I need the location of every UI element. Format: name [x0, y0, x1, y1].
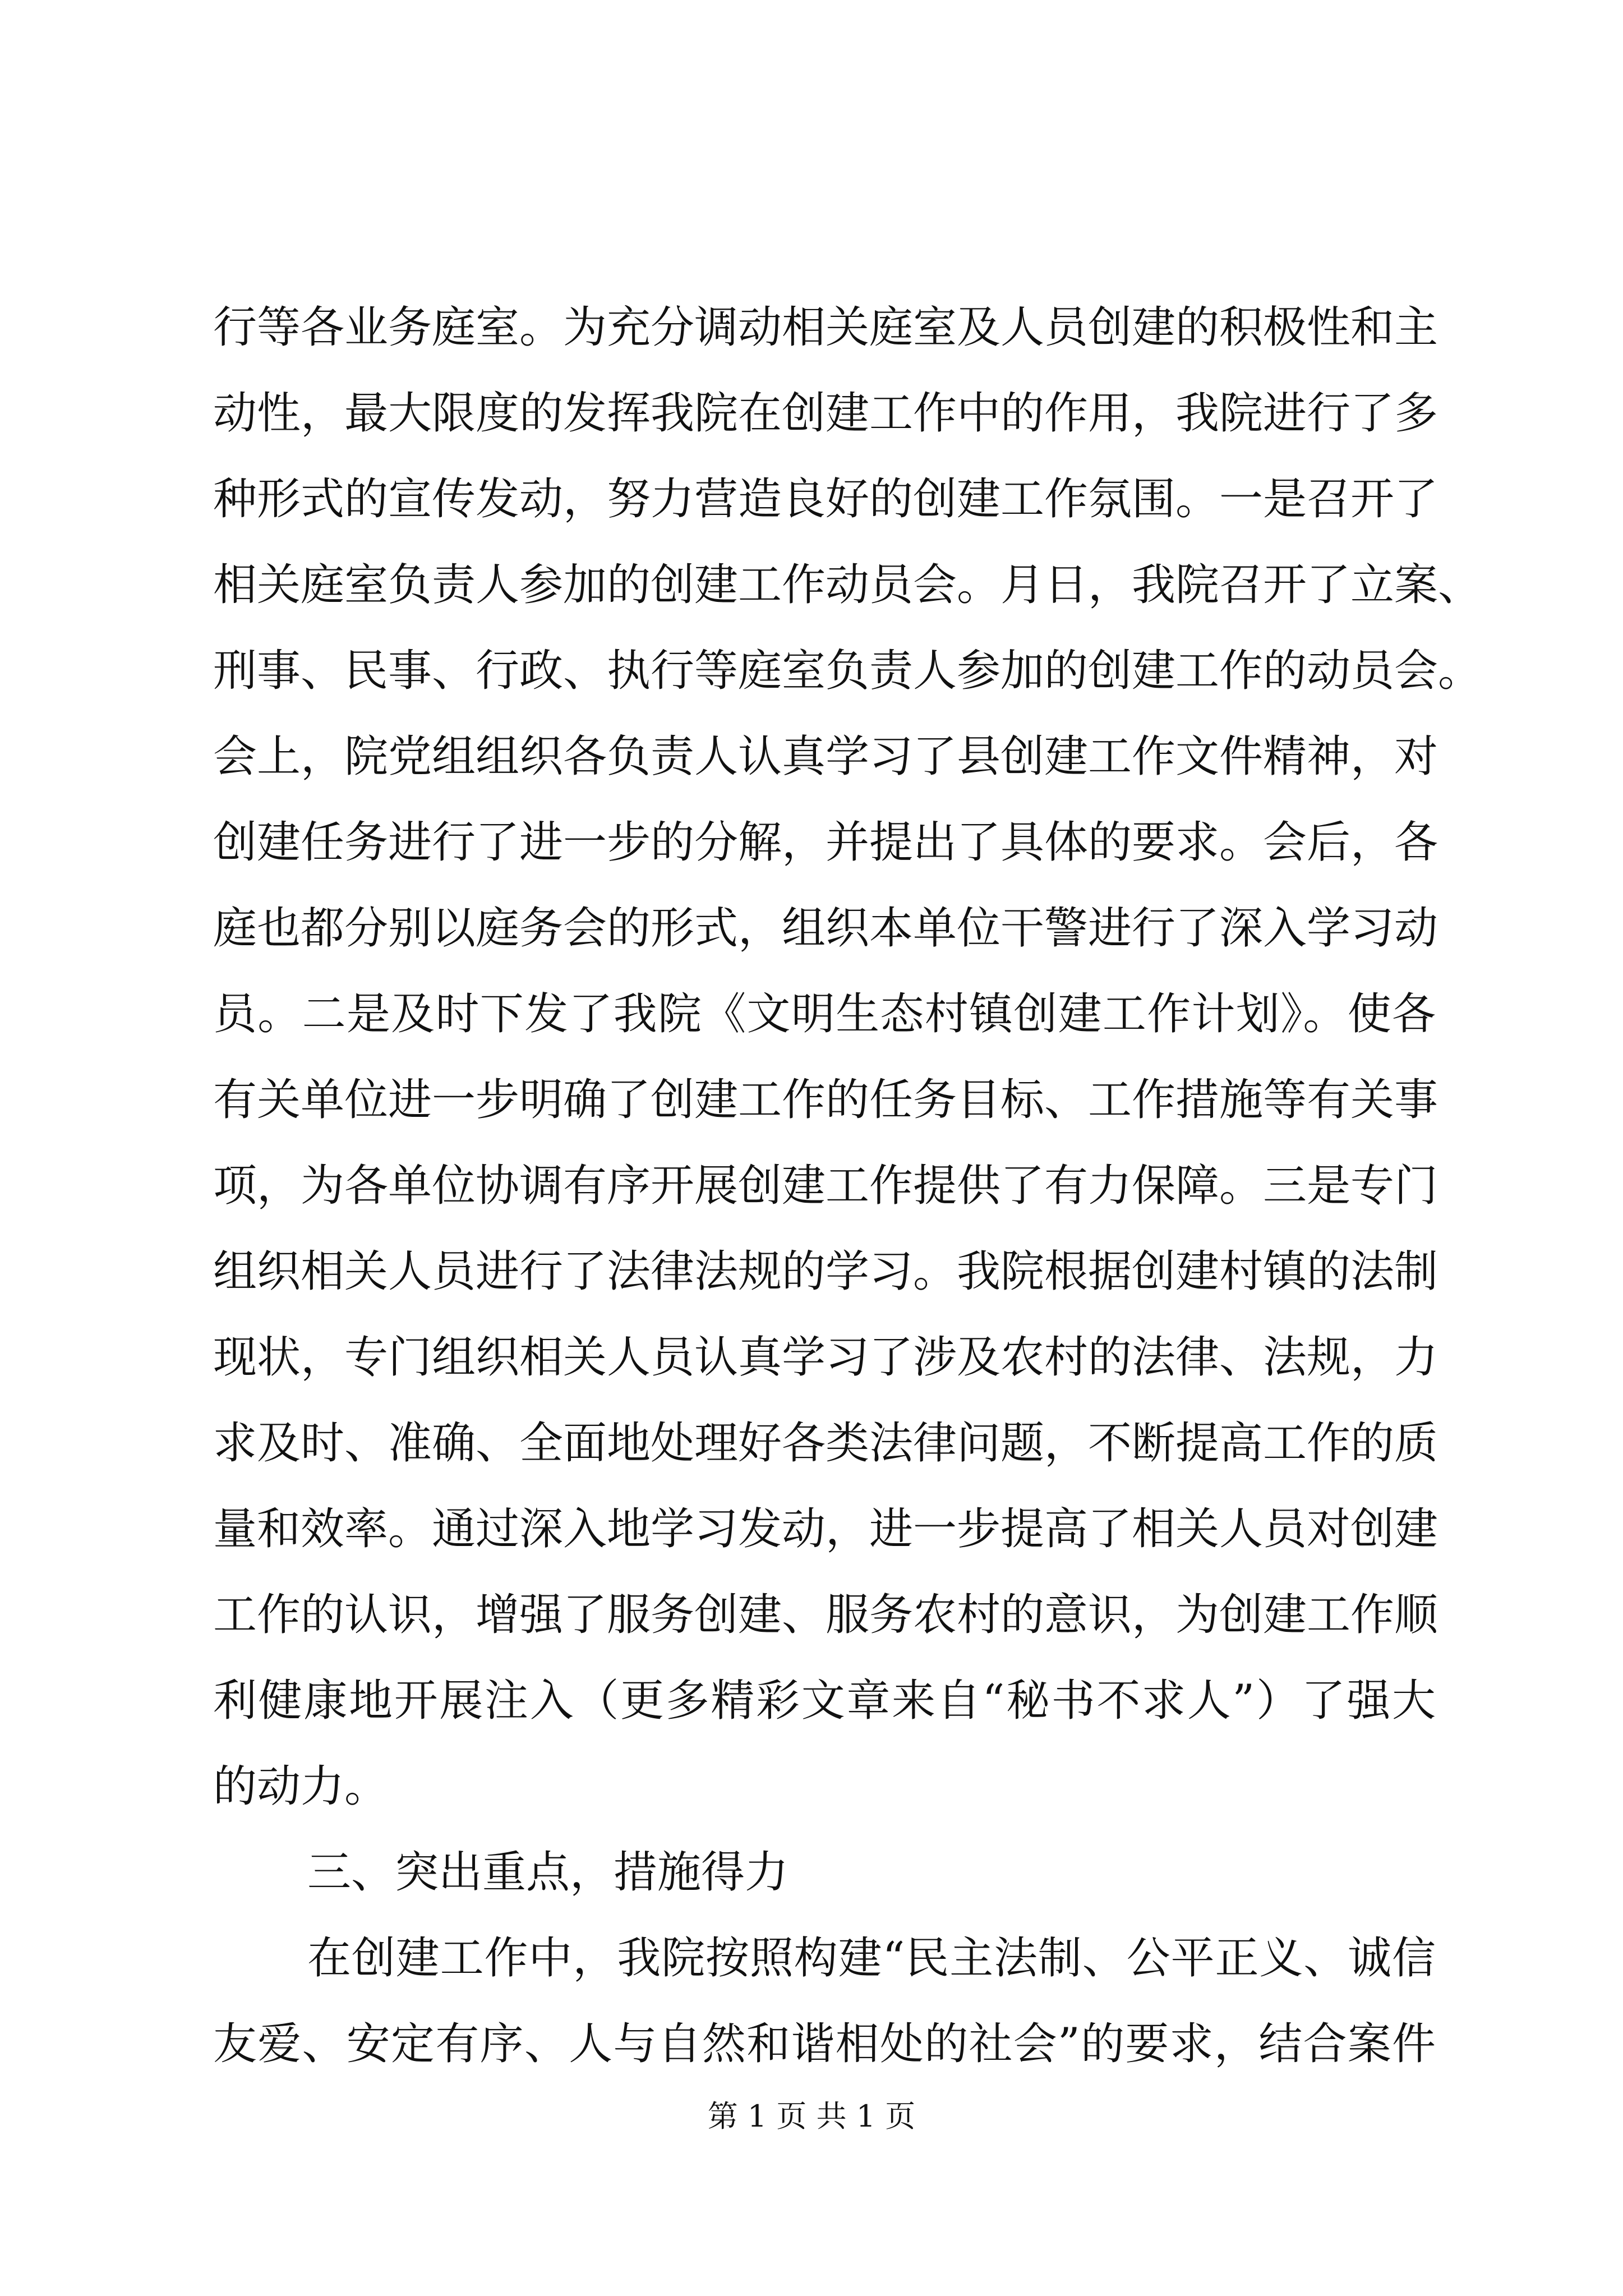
paragraph-line: 量和效率。通过深入地学习发动，进一步提高了相关人员对创建: [213, 1504, 1438, 1554]
paragraph-line: 工作的认识，增强了服务创建、服务农村的意识，为创建工作顺: [213, 1590, 1438, 1640]
page-footer: 第 1 页 共 1 页: [707, 2099, 916, 2134]
section-heading: 三、突出重点，措施得力: [307, 1847, 789, 1898]
paragraph-line: 庭也都分别以庭务会的形式，组织本单位干警进行了深入学习动: [213, 903, 1438, 954]
paragraph-line: 行等各业务庭室。为充分调动相关庭室及人员创建的积极性和主: [213, 302, 1438, 353]
paragraph-line: 种形式的宣传发动，努力营造良好的创建工作氛围。一是召开了: [213, 474, 1438, 524]
paragraph-line: 项，为各单位协调有序开展创建工作提供了有力保障。三是专门: [213, 1161, 1438, 1211]
paragraph-line: 动性，最大限度的发挥我院在创建工作中的作用，我院进行了多: [213, 388, 1438, 439]
paragraph-line: 员。二是及时下发了我院《文明生态村镇创建工作计划》。使各: [213, 989, 1436, 1039]
paragraph-line: 刑事、民事、行政、执行等庭室负责人参加的创建工作的动员会。: [213, 646, 1482, 696]
paragraph-line: 友爱、安定有序、人与自然和谐相处的社会”的要求，结合案件: [213, 2019, 1436, 2069]
paragraph-line: 组织相关人员进行了法律法规的学习。我院根据创建村镇的法制: [213, 1246, 1438, 1297]
paragraph-line: 有关单位进一步明确了创建工作的任务目标、工作措施等有关事: [213, 1075, 1438, 1125]
paragraph-line: 现状，专门组织相关人员认真学习了涉及农村的法律、法规，力: [213, 1332, 1438, 1383]
paragraph-line: 会上，院党组组织各负责人认真学习了县创建工作文件精神，对: [213, 731, 1438, 782]
paragraph-line: 相关庭室负责人参加的创建工作动员会。月日，我院召开了立案、: [213, 560, 1482, 610]
paragraph-line: 求及时、准确、全面地处理好各类法律问题，不断提高工作的质: [213, 1418, 1438, 1469]
paragraph-line: 利健康地开展注入（更多精彩文章来自“秘书不求人”）了强大: [213, 1676, 1436, 1726]
paragraph-line: 在创建工作中，我院按照构建“民主法制、公平正义、诚信: [307, 1933, 1436, 1984]
document-body: [213, 285, 1482, 2087]
paragraph-line: 的动力。: [213, 1761, 389, 1812]
paragraph-line: 创建任务进行了进一步的分解，并提出了具体的要求。会后，各: [213, 817, 1438, 868]
